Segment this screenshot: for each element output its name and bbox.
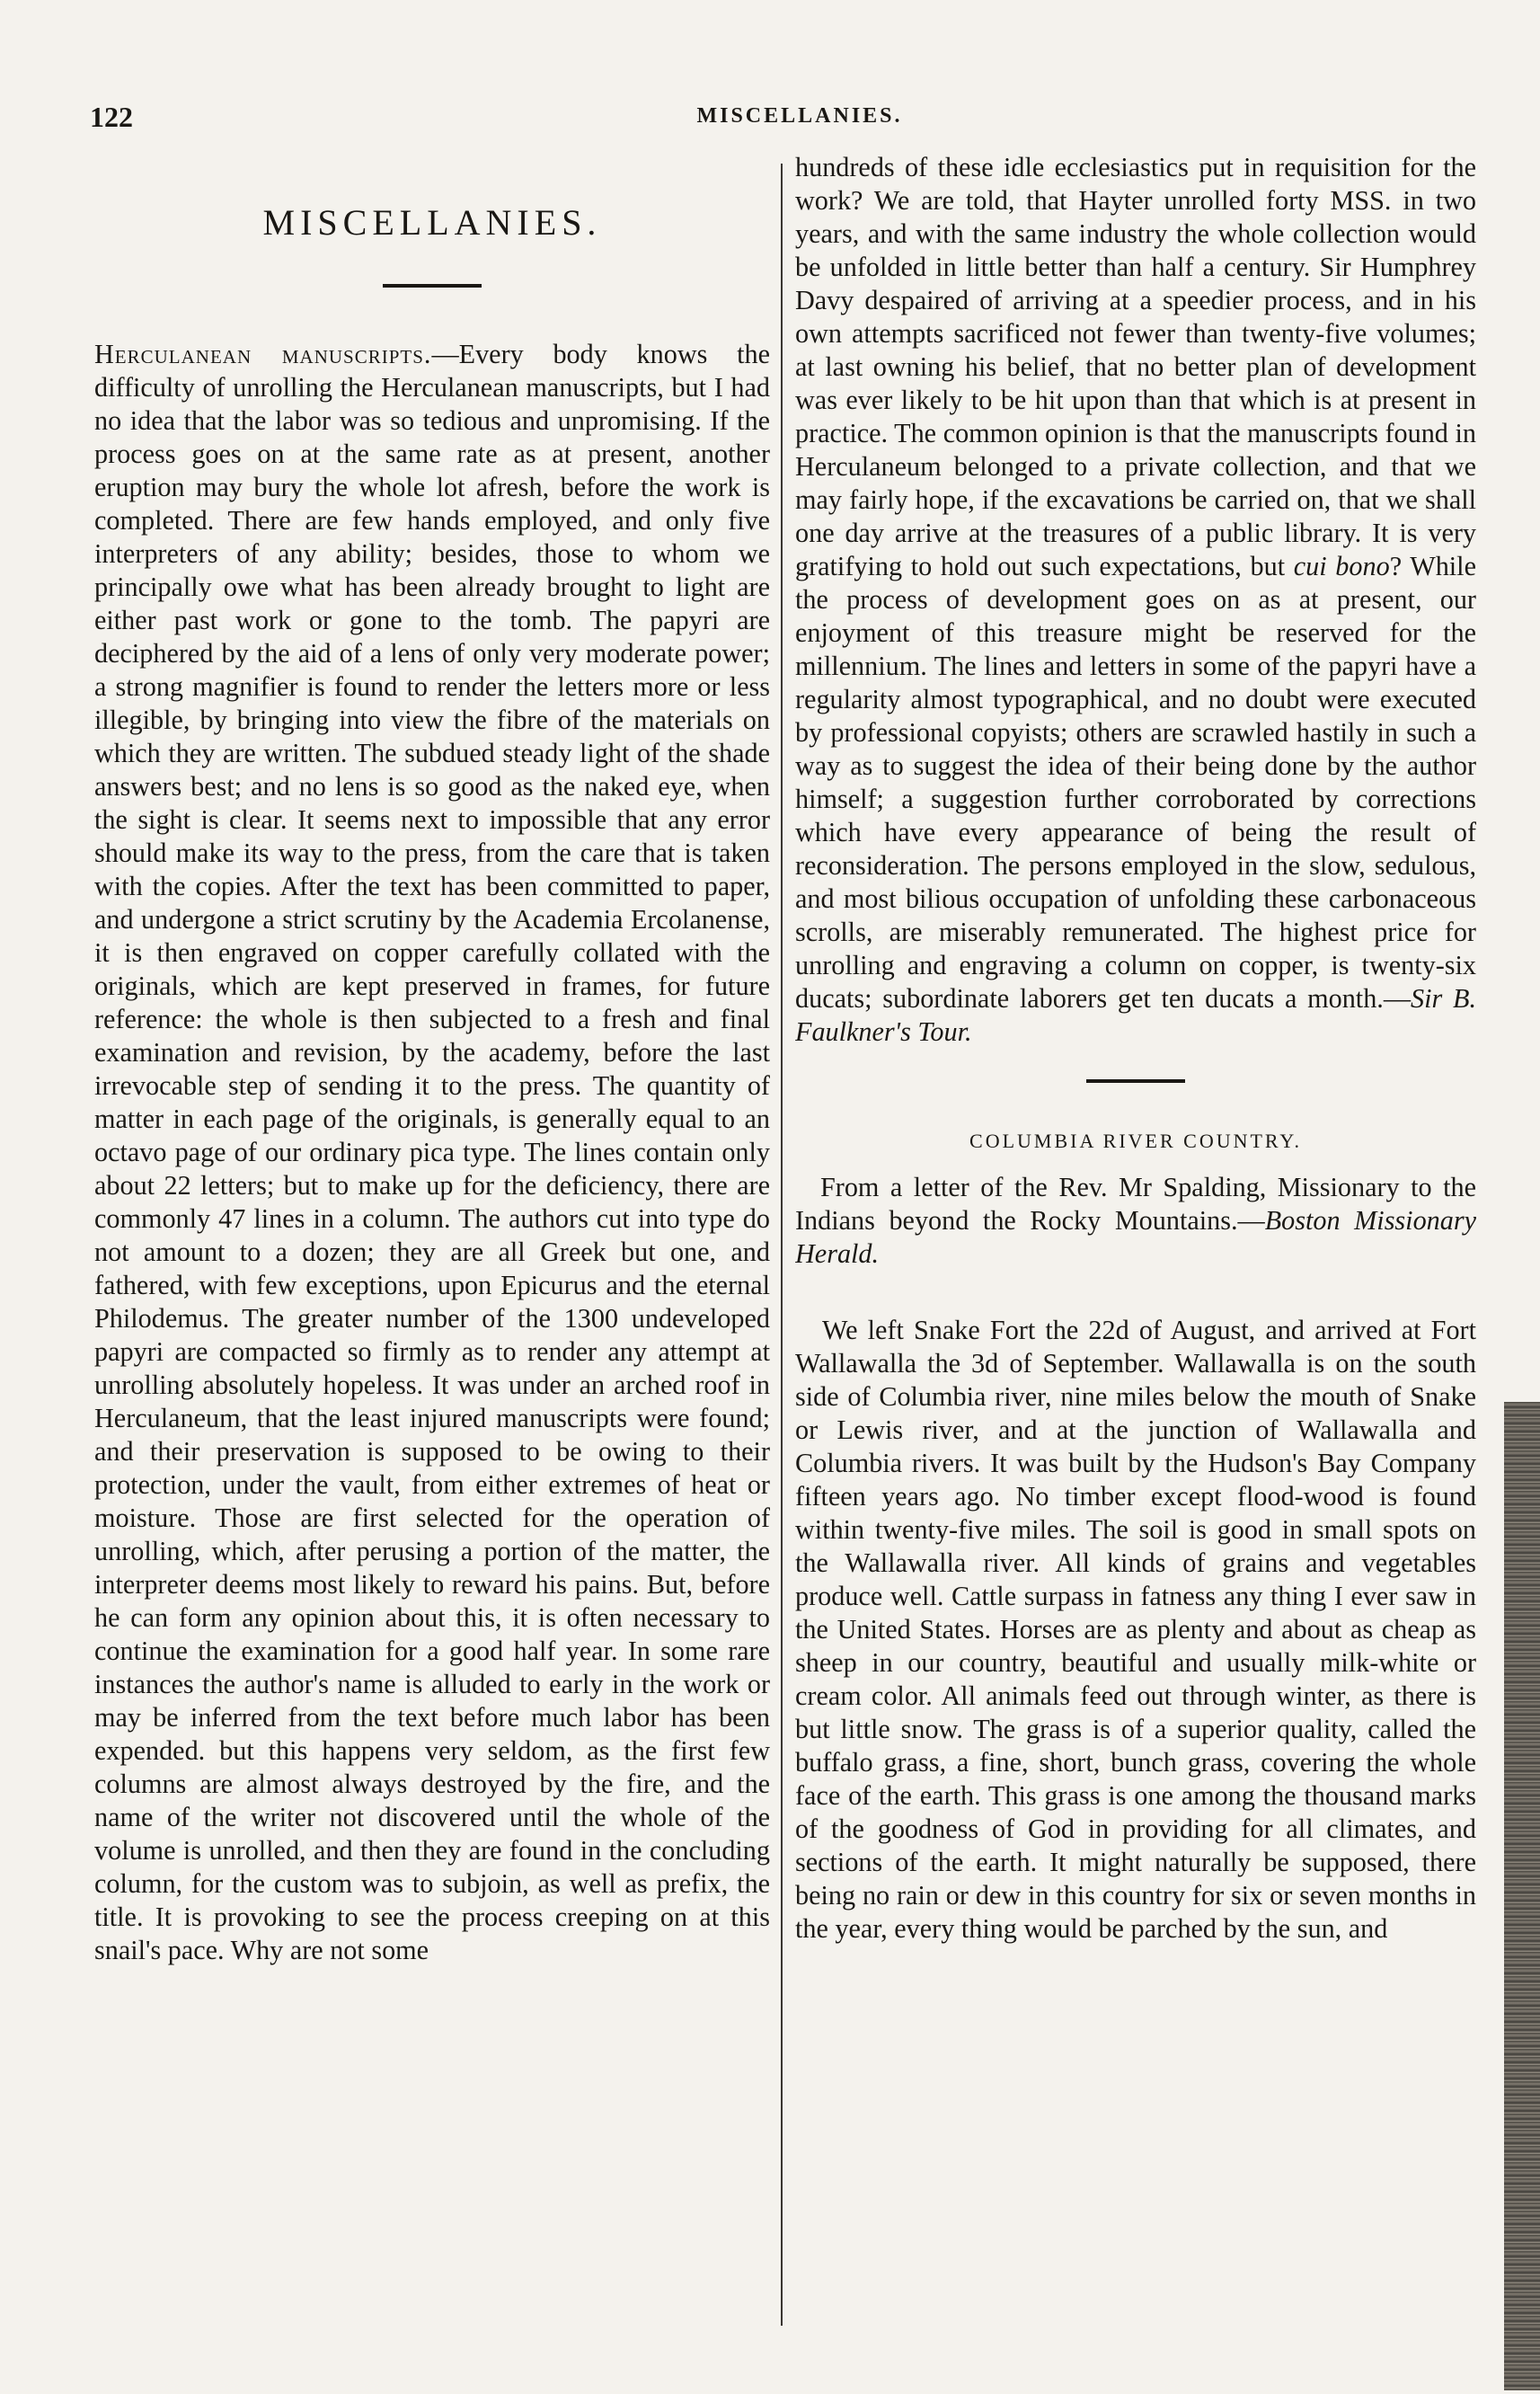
section-title: MISCELLANIES. xyxy=(262,202,602,243)
article-attribution: Sir B. Faulkner's Tour. xyxy=(795,983,1476,1047)
binding-edge xyxy=(1504,1402,1540,2390)
article-heading: COLUMBIA RIVER COUNTRY. xyxy=(969,1130,1302,1152)
article-herculanean-continued xyxy=(795,151,1476,1049)
article-herculanean-text xyxy=(94,338,770,1967)
running-title: MISCELLANIES. xyxy=(696,104,903,128)
column-rule xyxy=(781,164,783,2326)
page-number: 122 xyxy=(90,101,133,133)
article-lead: Herculanean manuscripts. xyxy=(94,339,432,369)
left-column xyxy=(94,151,770,2344)
article-body: We left Snake Fort the 22d of August, and arrived at Fort Wallawalla the 3d of September. Wallawalla is on the south side of Columbia river, nine miles below the mouth of Snake or Lewis river, and at the junction of Wallawalla and Columbia rivers. It was built by the Hudson's Bay Company fifteen years ago. No timber except flood-wood is found within twenty-five miles. The soil is good in small spots on the Wallawalla river. All kinds of grains and vegetables produce well. Cattle surpass in fatness any thing I ever saw in the United States. Horses are as plenty and about as cheap as sheep in our country, beautiful and usually milk-white or cream color. All animals feed out through winter, as there is but little snow. The grass is of a superior quality, called the buffalo grass, a fine, short, bunch grass, covering the whole face of the earth. This grass is one among the thousand marks of the goodness of God in providing for all climates, and sections of the earth. It might naturally be supposed, there being no rain or dew in this country for six or seven months in the year, every thing would be parched by the sun, and xyxy=(795,1315,1476,1944)
section-divider xyxy=(383,284,482,288)
article-divider xyxy=(1086,1079,1185,1083)
running-head xyxy=(90,101,1509,137)
right-column xyxy=(795,151,1476,2344)
article-body-left: —Every body knows the difficulty of unrolling the Herculanean manuscripts, but I had no idea that the labor was so tedious and unpromising. If the process goes on at the same rate as at present, another eruption may bury the whole lot afresh, before the work is completed. There are few hands employed, and only five interpreters of any ability; besides, those to whom we principally owe what has been already brought to light are either past work or gone to the tomb. The papyri are deciphered by the aid of a lens of only very moderate power; a strong magnifier is found to render the letters more or less illegible, by bringing into view the fibre of the materials on which they are written. The subdued steady light of the shade answers best; and no lens is so good as the naked eye, when the sight is clear. It seems next to impossible that any error should make its way to the press, from the care that is taken with the copies. After the text has been committed to paper, and undergone a strict scrutiny by the Academia Ercolanense, it is then engraved on copper carefully collated with the originals, which are kept preserved in frames, for future reference: the whole is then subjected to a fresh and final examination and revision, by the academy, before the last irrevocable step of sending it to the press. The quantity of matter in each page of the originals, is generally equal to an octavo page of our ordinary pica type. The lines contain only about 22 letters; but to make up for the deficiency, there are commonly 47 lines in a column. The authors cut into type do not amount to a dozen; they are all Greek but one, and fathered, with few exceptions, upon Epicurus and the eternal Philodemus. The greater number of the 1300 undeveloped papyri are compacted so firmly as to render any attempt at unrolling absolutely hopeless. It was under an arched roof in Herculaneum, that the least injured manuscripts were found; and their preservation is supposed to be owing to their protection, under the vault, from either extremes of heat or moisture. Those are first selected for the operation of unrolling, which, after perusing a portion of the matter, the interpreter deems most likely to reward his pains. But, before he can form any opinion about this, it is often necessary to continue the examination for a good half year. In some rare instances the author's name is alluded to early in the work or may be inferred from the text before much labor has been expended. but this happens very seldom, as the first few columns are almost always destroyed by the fire, and the name of the writer not discovered until the whole of the volume is unrolled, and then they are found in the concluding column, for the custom was to subjoin, as well as prefix, the title. It is provoking to see the process creeping on at this snail's pace. Why are not some xyxy=(94,339,770,1965)
article-intro xyxy=(795,1171,1476,1271)
article-intro-text: From a letter of the Rev. Mr Spalding, Missionary to the Indians beyond the Rocky Mountains.— xyxy=(795,1172,1476,1236)
latin-phrase: cui bono xyxy=(1293,551,1390,581)
article-body-right: hundreds of these idle ecclesiastics put in requisition for the work? We are told, that Hayter unrolled forty MSS. in two years, and with the same industry the whole collection would be unfolded in little better than half a century. Sir Humphrey Davy despaired of arriving at a speedier process, and in his own attempts sacrificed not fewer than twenty-five volumes; at last owning his belief, that no better plan of development was ever likely to be hit upon than that which is at present in practice. The common opinion is that the manuscripts found in Herculaneum belonged to a private collection, and that we may fairly hope, if the excavations be carried on, that we shall one day arrive at the treasures of a public library. It is very gratifying to hold out such expectations, but xyxy=(795,152,1476,581)
article-source: Boston Missionary Herald. xyxy=(795,1205,1476,1269)
article-body-right-2: ? While the process of development goes on as at present, our enjoyment of this treasure might be reserved for the millennium. The lines and letters in some of the papyri have a regularity almost typographical, and no doubt were executed by professional copyists; others are scrawled hastily in such a way as to suggest the idea of their being done by the author himself; a suggestion further corroborated by corrections which have every appearance of being the result of reconsideration. The persons employed in the slow, sedulous, and most bilious occupation of unfolding these carbonaceous scrolls, are miserably remunerated. The highest price for unrolling and engraving a column on copper, is twenty-six ducats; subordinate laborers get ten ducats a month.— xyxy=(795,551,1476,1014)
